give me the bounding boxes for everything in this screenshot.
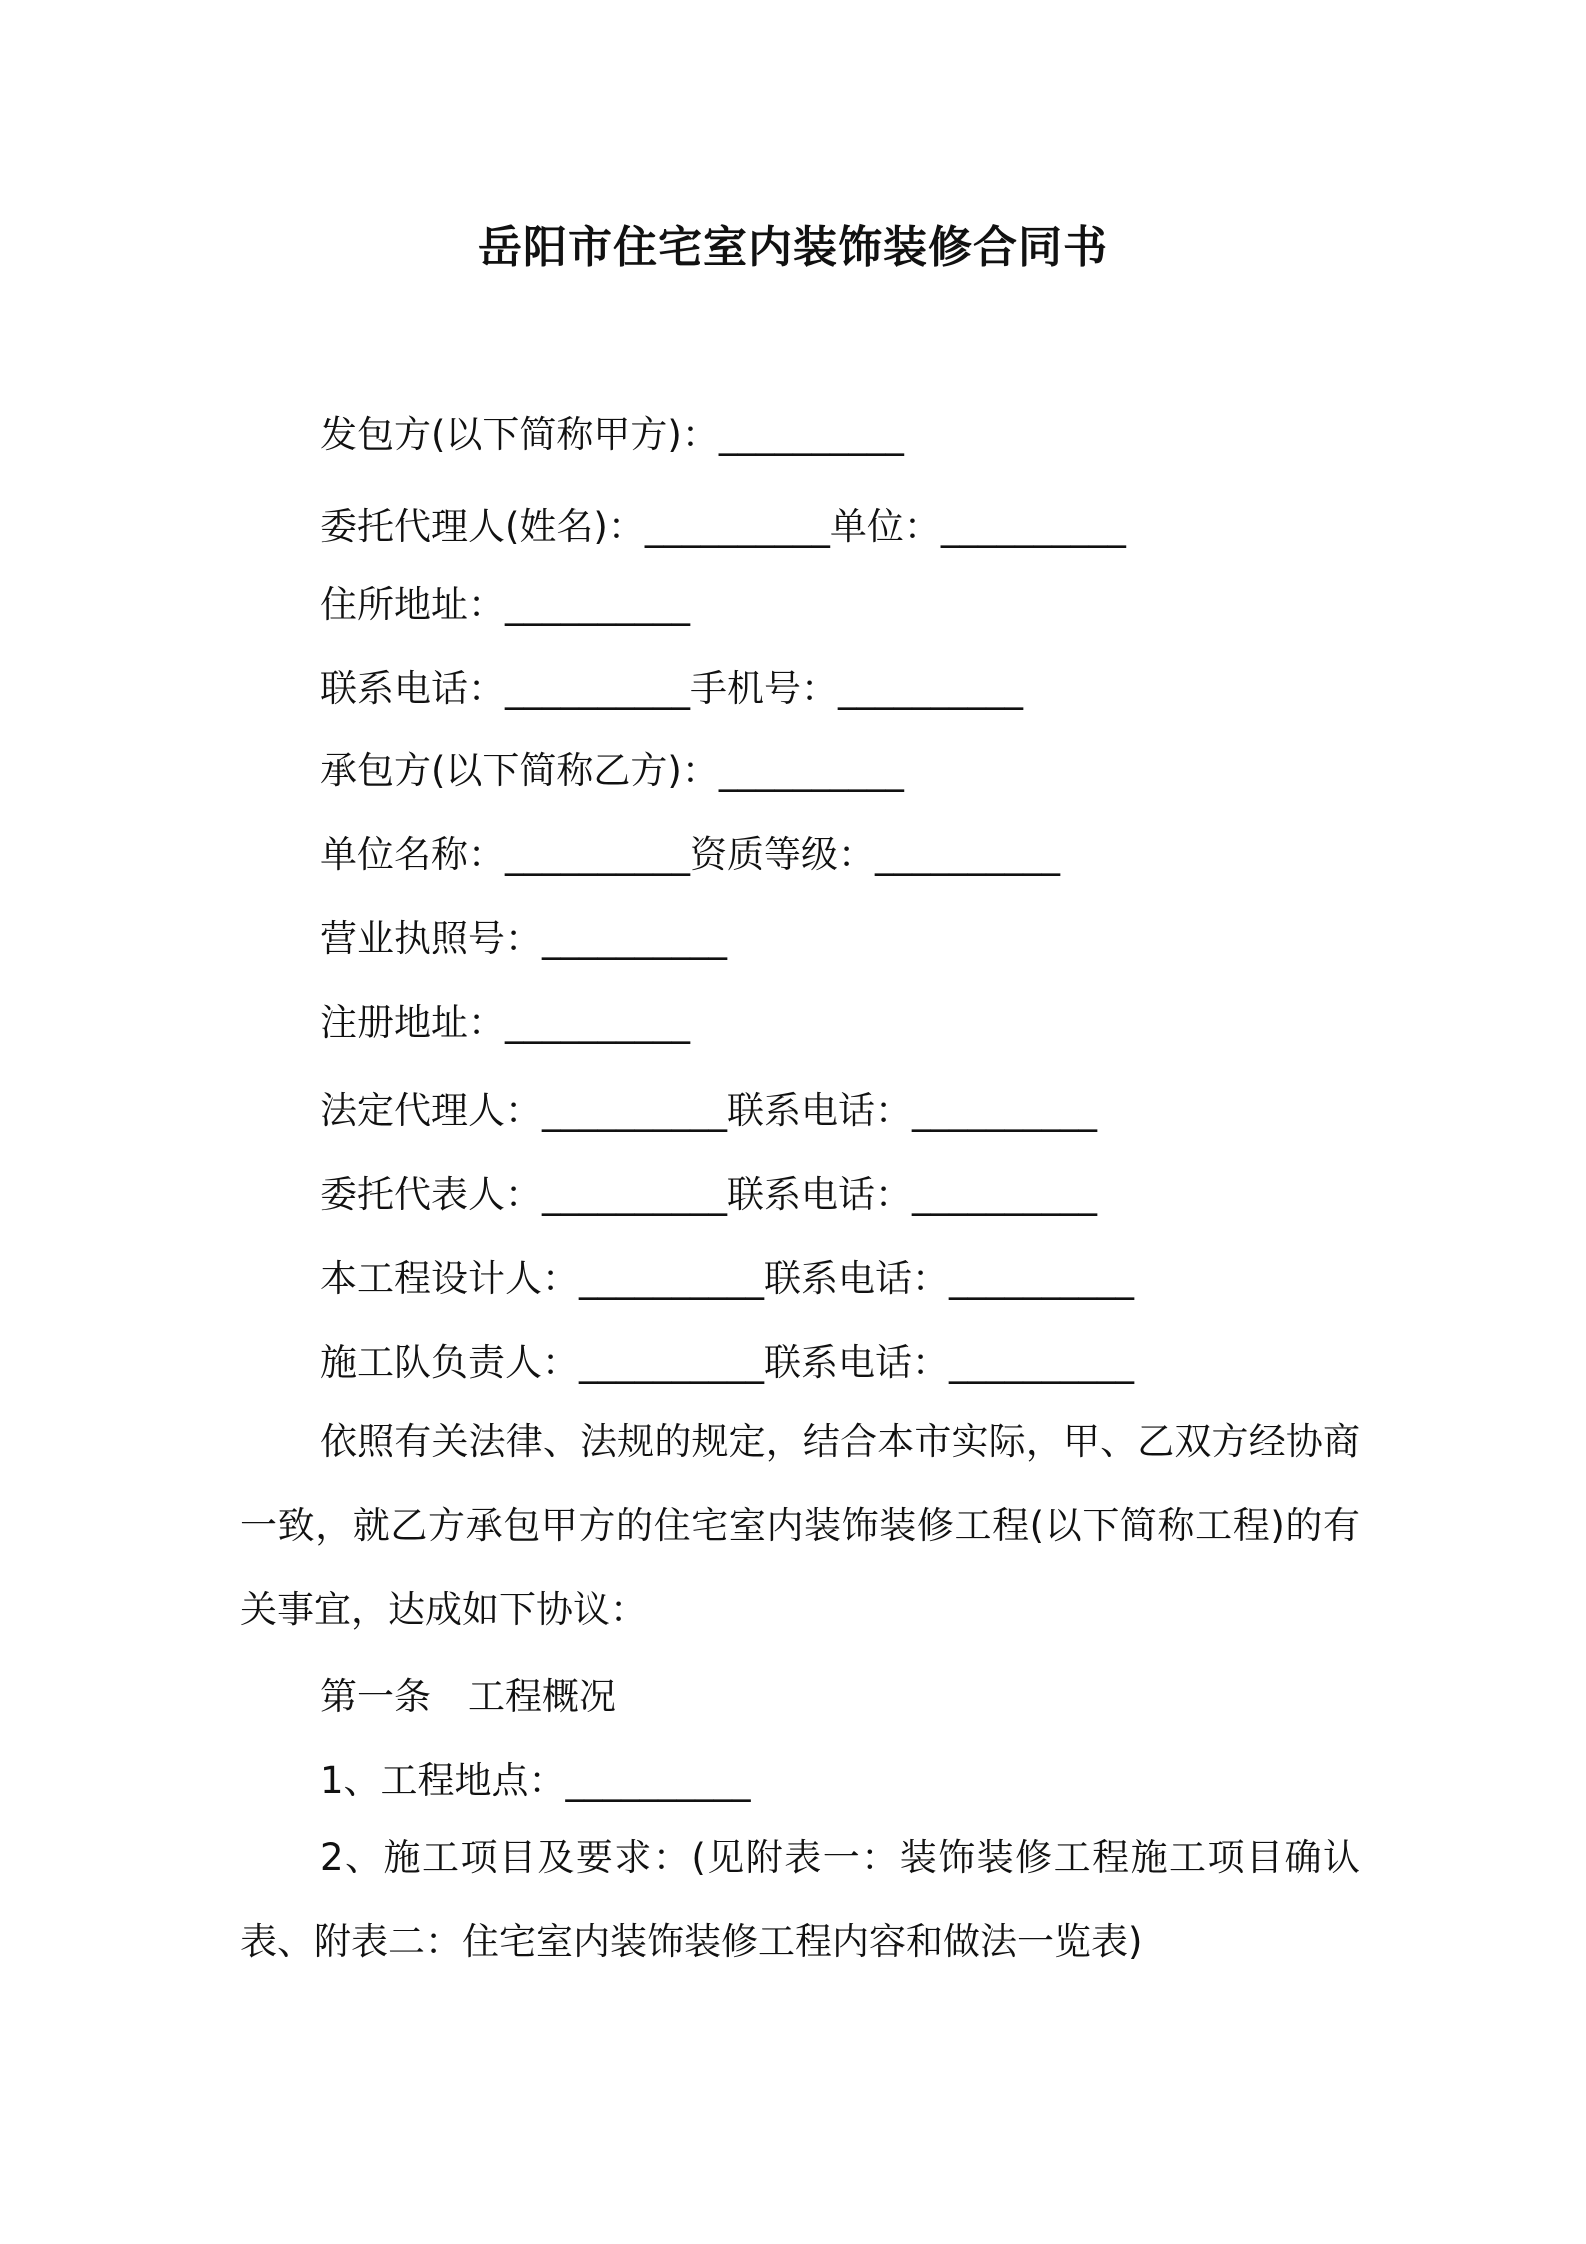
field-line-party-b: 承包方(以下简称乙方)：__________: [320, 749, 904, 792]
field-line-legal-agent: 法定代理人：__________联系电话：__________: [320, 1089, 1097, 1132]
document-title: 岳阳市住宅室内装饰装修合同书: [478, 222, 1108, 273]
field-line-company: 单位名称：__________资质等级：__________: [320, 833, 1060, 876]
field-line-agent: 委托代理人(姓名)：__________单位：__________: [320, 505, 1126, 548]
article-one-heading: 第一条 工程概况: [320, 1675, 616, 1718]
field-line-address: 住所地址：__________: [320, 583, 690, 626]
field-line-representative: 委托代表人：__________联系电话：__________: [320, 1173, 1097, 1216]
field-line-license: 营业执照号：__________: [320, 917, 727, 960]
field-line-designer: 本工程设计人：__________联系电话：__________: [320, 1257, 1134, 1300]
intro-paragraph: 依照有关法律、法规的规定，结合本市实际，甲、乙双方经协商一致，就乙方承包甲方的住宅室内装饰装修工程(以下简称工程)的有关事宜，达成如下协议：: [240, 1420, 1360, 1631]
field-line-phone: 联系电话：__________手机号：__________: [320, 667, 1023, 710]
item-one-location: 1、工程地点：__________: [320, 1759, 751, 1802]
field-line-party-a: 发包方(以下简称甲方)：__________: [320, 413, 904, 456]
field-line-team-lead: 施工队负责人：__________联系电话：__________: [320, 1341, 1134, 1384]
field-line-registered-address: 注册地址：__________: [320, 1001, 690, 1044]
item-two-requirements: 2、施工项目及要求：(见附表一：装饰装修工程施工项目确认表、附表二：住宅室内装饰装修工程内容和做法一览表): [240, 1836, 1360, 1963]
